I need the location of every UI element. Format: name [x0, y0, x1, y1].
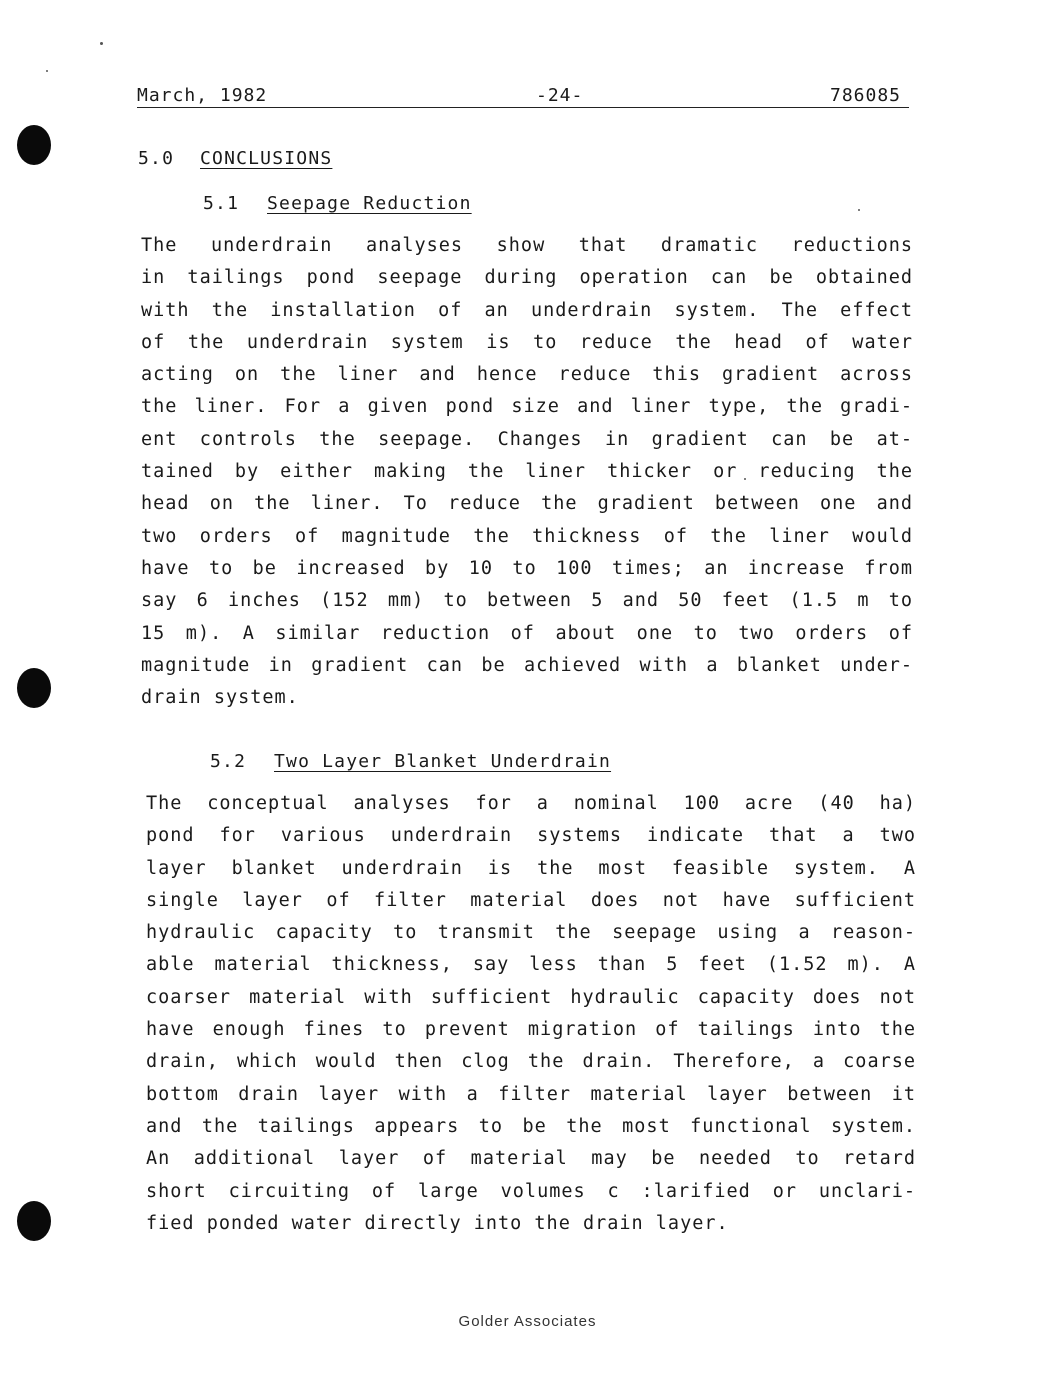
text-line: layer blanket underdrain is the most feasible system. A: [146, 857, 916, 879]
text-line: The underdrain analyses show that dramatic reductions: [141, 235, 913, 256]
text-line: pond for various underdrain systems indicate that a two: [146, 825, 916, 847]
text-line: short circuiting of large volumes c :larified or unclari-: [146, 1180, 916, 1202]
header-rule: [137, 107, 909, 108]
header-date: March, 1982: [137, 85, 268, 106]
scan-speck: [100, 42, 103, 45]
text-line: single layer of filter material does not have sufficient: [146, 889, 916, 911]
section-heading: [138, 148, 332, 170]
text-line: An additional layer of material may be needed to retard: [146, 1148, 916, 1170]
subsection-title: Two Layer Blanket Underdrain: [274, 751, 612, 772]
scan-speck: [46, 70, 48, 72]
text-line: two orders of magnitude the thickness of the liner would: [141, 525, 913, 547]
subsection-number: 5.1: [203, 193, 240, 214]
text-line: and the tailings appears to be the most functional system.: [146, 1115, 916, 1137]
text-line: have enough fines to prevent migration of tailings into the: [146, 1019, 916, 1041]
footer-company: Golder Associates: [458, 1313, 597, 1330]
binder-hole-3: [17, 1201, 51, 1241]
text-line: 15 m). A similar reduction of about one to two orders of: [141, 622, 913, 644]
text-line: drain system.: [141, 687, 299, 709]
text-line: able material thickness, say less than 5 feet (1.52 m). A: [146, 954, 916, 976]
section-number: 5.0: [138, 148, 175, 169]
text-line: The conceptual analyses for a nominal 100 acre (40 ha): [146, 793, 916, 814]
text-line: acting on the liner and hence reduce this gradient across: [141, 364, 913, 386]
paragraph-seepage-reduction: [141, 230, 913, 714]
text-line: tained by either making the liner thicker or reducing the: [141, 461, 913, 483]
text-line: ent controls the seepage. Changes in gradient can be at-: [141, 428, 913, 450]
text-line: the liner. For a given pond size and liner type, the gradi-: [141, 396, 913, 418]
paragraph-two-layer-underdrain: [146, 788, 916, 1240]
subsection-title: Seepage Reduction: [267, 193, 472, 214]
text-line: with the installation of an underdrain system. The effect: [141, 299, 913, 321]
text-line: drain, which would then clog the drain. Therefore, a coarse: [146, 1051, 916, 1073]
text-line: say 6 inches (152 mm) to between 5 and 50 feet (1.5 m to: [141, 590, 913, 612]
header-page-number: -24-: [536, 85, 584, 106]
text-line: in tailings pond seepage during operation can be obtained: [141, 267, 913, 289]
binder-hole-1: [17, 125, 51, 165]
text-line: hydraulic capacity to transmit the seepage using a reason-: [146, 922, 916, 944]
section-title: CONCLUSIONS: [200, 148, 333, 169]
text-line: magnitude in gradient can be achieved with a blanket under-: [141, 654, 913, 676]
header-document-number: 786085: [830, 85, 902, 106]
text-line: of the underdrain system is to reduce the head of water: [141, 331, 913, 353]
subsection-heading-underdrain: [210, 751, 611, 773]
scan-speck: [858, 209, 860, 211]
subsection-number: 5.2: [210, 751, 247, 772]
text-line: bottom drain layer with a filter material layer between it: [146, 1083, 916, 1105]
text-line: coarser material with sufficient hydraulic capacity does not: [146, 986, 916, 1008]
subsection-heading-seepage: [203, 193, 472, 215]
binder-hole-2: [17, 668, 51, 708]
text-line: head on the liner. To reduce the gradient between one and: [141, 493, 913, 515]
text-line: fied ponded water directly into the drain layer.: [146, 1212, 729, 1234]
text-line: have to be increased by 10 to 100 times; an increase from: [141, 557, 913, 579]
